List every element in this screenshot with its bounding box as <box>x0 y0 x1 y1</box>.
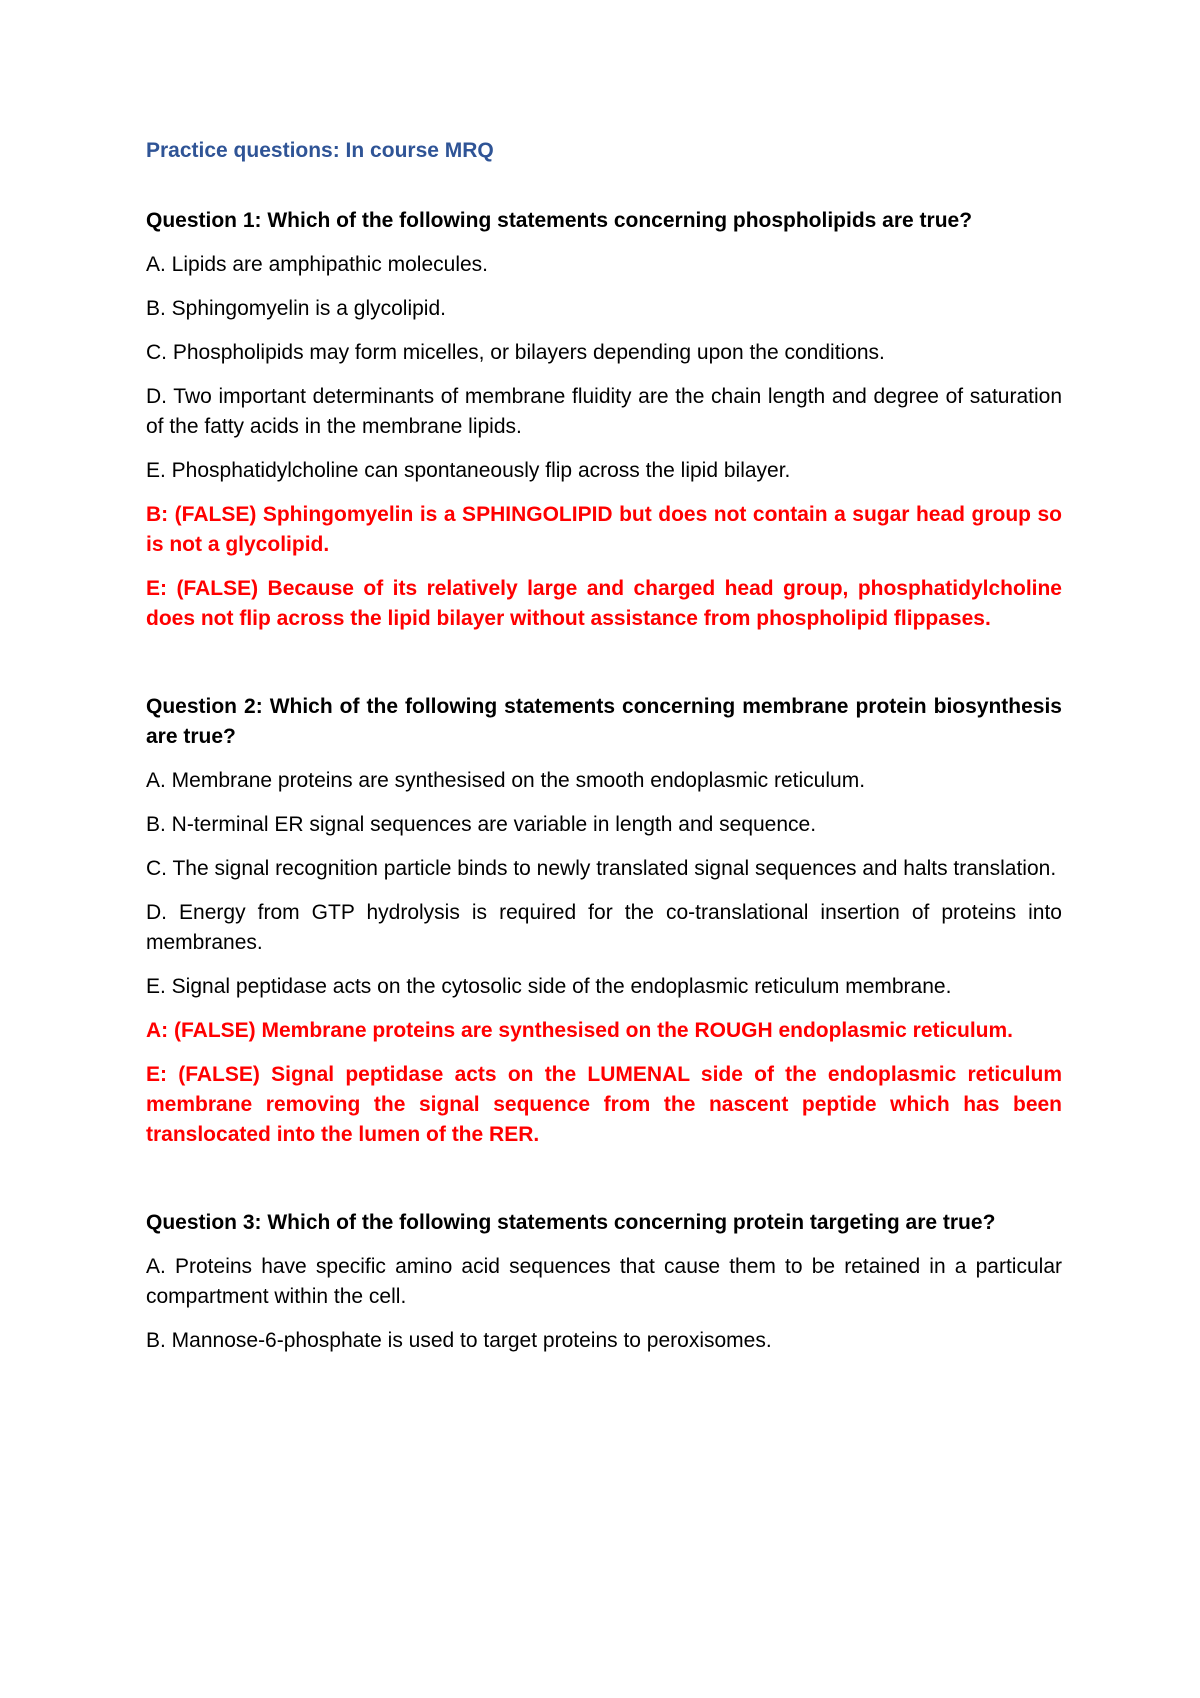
answer-explanation: A: (FALSE) Membrane proteins are synthesised on the ROUGH endoplasmic reticulum. <box>146 1019 1013 1042</box>
option-e: E. Phosphatidylcholine can spontaneously flip across the lipid bilayer. <box>146 459 791 482</box>
option-list <box>146 766 1062 1002</box>
option-e: E. Signal peptidase acts on the cytosolic side of the endoplasmic reticulum membrane. <box>146 975 952 998</box>
question-spacer <box>146 648 1062 692</box>
option-b: B. N-terminal ER signal sequences are variable in length and sequence. <box>146 813 817 836</box>
question-spacer <box>146 1164 1062 1208</box>
question-2 <box>146 692 1062 1150</box>
question-heading: Question 2: Which of the following statements concerning membrane protein biosynthesis are true? <box>146 695 1062 748</box>
question-heading: Question 3: Which of the following statements concerning protein targeting are true? <box>146 1211 996 1234</box>
answer-explanation: E: (FALSE) Signal peptidase acts on the LUMENAL side of the endoplasmic reticulum membrane removing the signal sequence from the nascent peptide which has been translocated into the lumen of the RER. <box>146 1063 1062 1146</box>
option-b: B. Sphingomyelin is a glycolipid. <box>146 297 446 320</box>
option-a: A. Proteins have specific amino acid sequences that cause them to be retained in a particular compartment within the cell. <box>146 1255 1062 1308</box>
option-a: A. Lipids are amphipathic molecules. <box>146 253 489 276</box>
option-c: C. Phospholipids may form micelles, or bilayers depending upon the conditions. <box>146 341 885 364</box>
question-3 <box>146 1208 1062 1356</box>
option-d: D. Energy from GTP hydrolysis is required for the co-translational insertion of proteins into membranes. <box>146 901 1062 954</box>
option-list <box>146 1252 1062 1356</box>
option-b: B. Mannose-6-phosphate is used to target proteins to peroxisomes. <box>146 1329 772 1352</box>
option-d: D. Two important determinants of membrane fluidity are the chain length and degree of saturation of the fatty acids in the membrane lipids. <box>146 385 1062 438</box>
document-page <box>146 136 1062 1370</box>
answer-explanation: E: (FALSE) Because of its relatively large and charged head group, phosphatidylcholine does not flip across the lipid bilayer without assistance from phospholipid flippases. <box>146 577 1062 630</box>
option-a: A. Membrane proteins are synthesised on the smooth endoplasmic reticulum. <box>146 769 866 792</box>
option-list <box>146 250 1062 486</box>
answer-explanation: B: (FALSE) Sphingomyelin is a SPHINGOLIPID but does not contain a sugar head group so is not a glycolipid. <box>146 503 1062 556</box>
question-heading: Question 1: Which of the following statements concerning phospholipids are true? <box>146 209 973 232</box>
document-title: Practice questions: In course MRQ <box>146 139 494 162</box>
option-c: C. The signal recognition particle binds to newly translated signal sequences and halts translation. <box>146 857 1057 880</box>
question-1 <box>146 206 1062 634</box>
